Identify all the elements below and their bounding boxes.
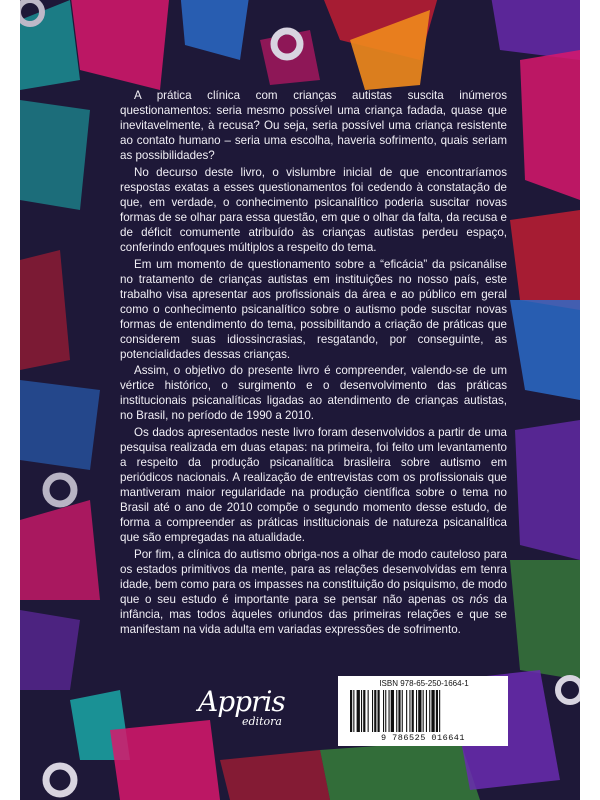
puzzle-piece	[180, 0, 250, 60]
puzzle-piece	[520, 50, 580, 200]
puzzle-piece	[20, 250, 70, 370]
barcode-bar	[439, 690, 440, 732]
barcode-bar	[391, 690, 394, 732]
barcode-bar	[412, 690, 414, 732]
back-cover	[20, 0, 580, 800]
barcode-bar	[423, 690, 424, 732]
synopsis-paragraph: Os dados apresentados neste livro foram desenvolvidos a partir de uma pesquisa realizada em duas etapas: na primeira, foi feito um levantamento a respeito da produção psicanalítica brasileira sobre autismo em periódicos nacionais. A realização de entrevistas com os profissionais que mantiveram maior regularidade na produção científica sobre o tema no Brasil até o ano de 2010 compõe o segundo momento desse estudo, de forma a compreender as práticas institucionais de natureza psicanalítica que são empregadas na atualidade.	[120, 426, 507, 545]
barcode-bar	[378, 690, 380, 732]
barcode-bar	[436, 690, 438, 732]
puzzle-piece	[20, 0, 80, 90]
barcode-digits: 9 786525 016641	[380, 733, 465, 743]
puzzle-piece	[510, 300, 580, 400]
ring-shape	[46, 766, 74, 794]
synopsis-paragraph: Assim, o objetivo do presente livro é compreender, valendo-se de um vértice histórico, o surgimento e o desenvolvimento das práticas institucionais psicanalíticas ligadas ao atendimento de crianças autistas, no Brasil, no período de 1990 a 2010.	[120, 364, 507, 423]
barcode-bar	[418, 690, 421, 732]
barcode-bar	[406, 690, 407, 732]
synopsis-paragraph: A prática clínica com crianças autistas suscita inúmeros questionamentos: seria mesmo possível uma criança fadada, quase que inevitavelmente, à recusa? Ou seja, seria possível uma criança resistente ao contato humano – seria uma escolha, haveria sofrimento, quais seriam as possibilidades?	[120, 89, 507, 163]
barcode-bar	[398, 690, 400, 732]
barcode-bar	[357, 690, 360, 732]
barcode-bar	[431, 690, 434, 732]
barcode-bar	[389, 690, 390, 732]
barcode-bar	[396, 690, 397, 732]
puzzle-piece	[20, 610, 80, 690]
synopsis-paragraph: Em um momento de questionamento sobre a “eficácia” da psicanálise no tratamento de crianças autistas em instituições no nosso país, este trabalho visa apresentar aos profissionais da área e ao público em geral como o conhecimento psicanalítico sobre o autismo pode suscitar novas formas de entendimento do tema, possibilitando a criação de práticas que considerem suas idiossincrasias, resgatando, por conseguinte, as potencialidades dessas crianças.	[120, 257, 507, 361]
barcode-bar	[363, 690, 365, 732]
puzzle-piece	[510, 210, 580, 310]
puzzle-piece	[490, 0, 580, 60]
barcode-bar	[409, 690, 410, 732]
puzzle-piece	[70, 0, 170, 90]
barcode-bar	[383, 690, 384, 732]
back-cover-synopsis	[120, 88, 507, 639]
synopsis-paragraph: No decurso deste livro, o vislumbre inicial de que encontraríamos respostas exatas a esses questionamentos foi cedendo à constatação de que, em verdade, o conhecimento psicanalítico poderia suscitar novas formas de se olhar para essa questão, em que o olhar da falta, da recusa e de déficit comumente atribuído às crianças autistas perdeu espaço, conferindo enfoques múltiplos a respeito do tema.	[120, 165, 507, 254]
puzzle-piece	[510, 560, 580, 680]
publisher-subtitle: editora	[242, 715, 282, 728]
puzzle-piece	[20, 380, 100, 470]
puzzle-piece	[515, 420, 580, 560]
ring-shape	[558, 678, 580, 702]
isbn-barcode-box	[338, 676, 508, 746]
puzzle-piece	[320, 740, 480, 800]
barcode-bar	[416, 690, 417, 732]
barcode-bar	[429, 690, 430, 732]
barcode-bar	[368, 690, 369, 732]
barcode-bar	[374, 690, 376, 732]
puzzle-piece	[20, 500, 100, 600]
barcode-bar	[353, 690, 354, 732]
synopsis-paragraph: Por fim, a clínica do autismo obriga-nos a olhar de modo cauteloso para os estados primitivos da mente, para as relações desenvolvidas em tenra idade, bem como para os impasses na constituição do psiquismo, de modo que o seu estudo é importante para se pensar não apenas os nós da infância, mas todos àqueles oriundos das primeiras relações e que se manifestam na vida adulta em variadas expressões de sofrimento.	[120, 547, 507, 637]
barcode-bar	[426, 690, 427, 732]
barcode-bar	[361, 690, 362, 732]
puzzle-piece	[20, 100, 90, 210]
publisher-name: Appris	[198, 685, 285, 718]
isbn-label: ISBN 978-65-250-1664-1	[379, 679, 469, 688]
barcode-bar	[350, 690, 352, 732]
barcode-bar	[385, 690, 386, 732]
barcode-bar	[402, 690, 403, 732]
barcode-icon	[348, 690, 498, 732]
puzzle-piece	[220, 750, 330, 800]
publisher-logo	[190, 685, 290, 735]
ring-shape	[46, 476, 74, 504]
barcode-bar	[372, 690, 373, 732]
